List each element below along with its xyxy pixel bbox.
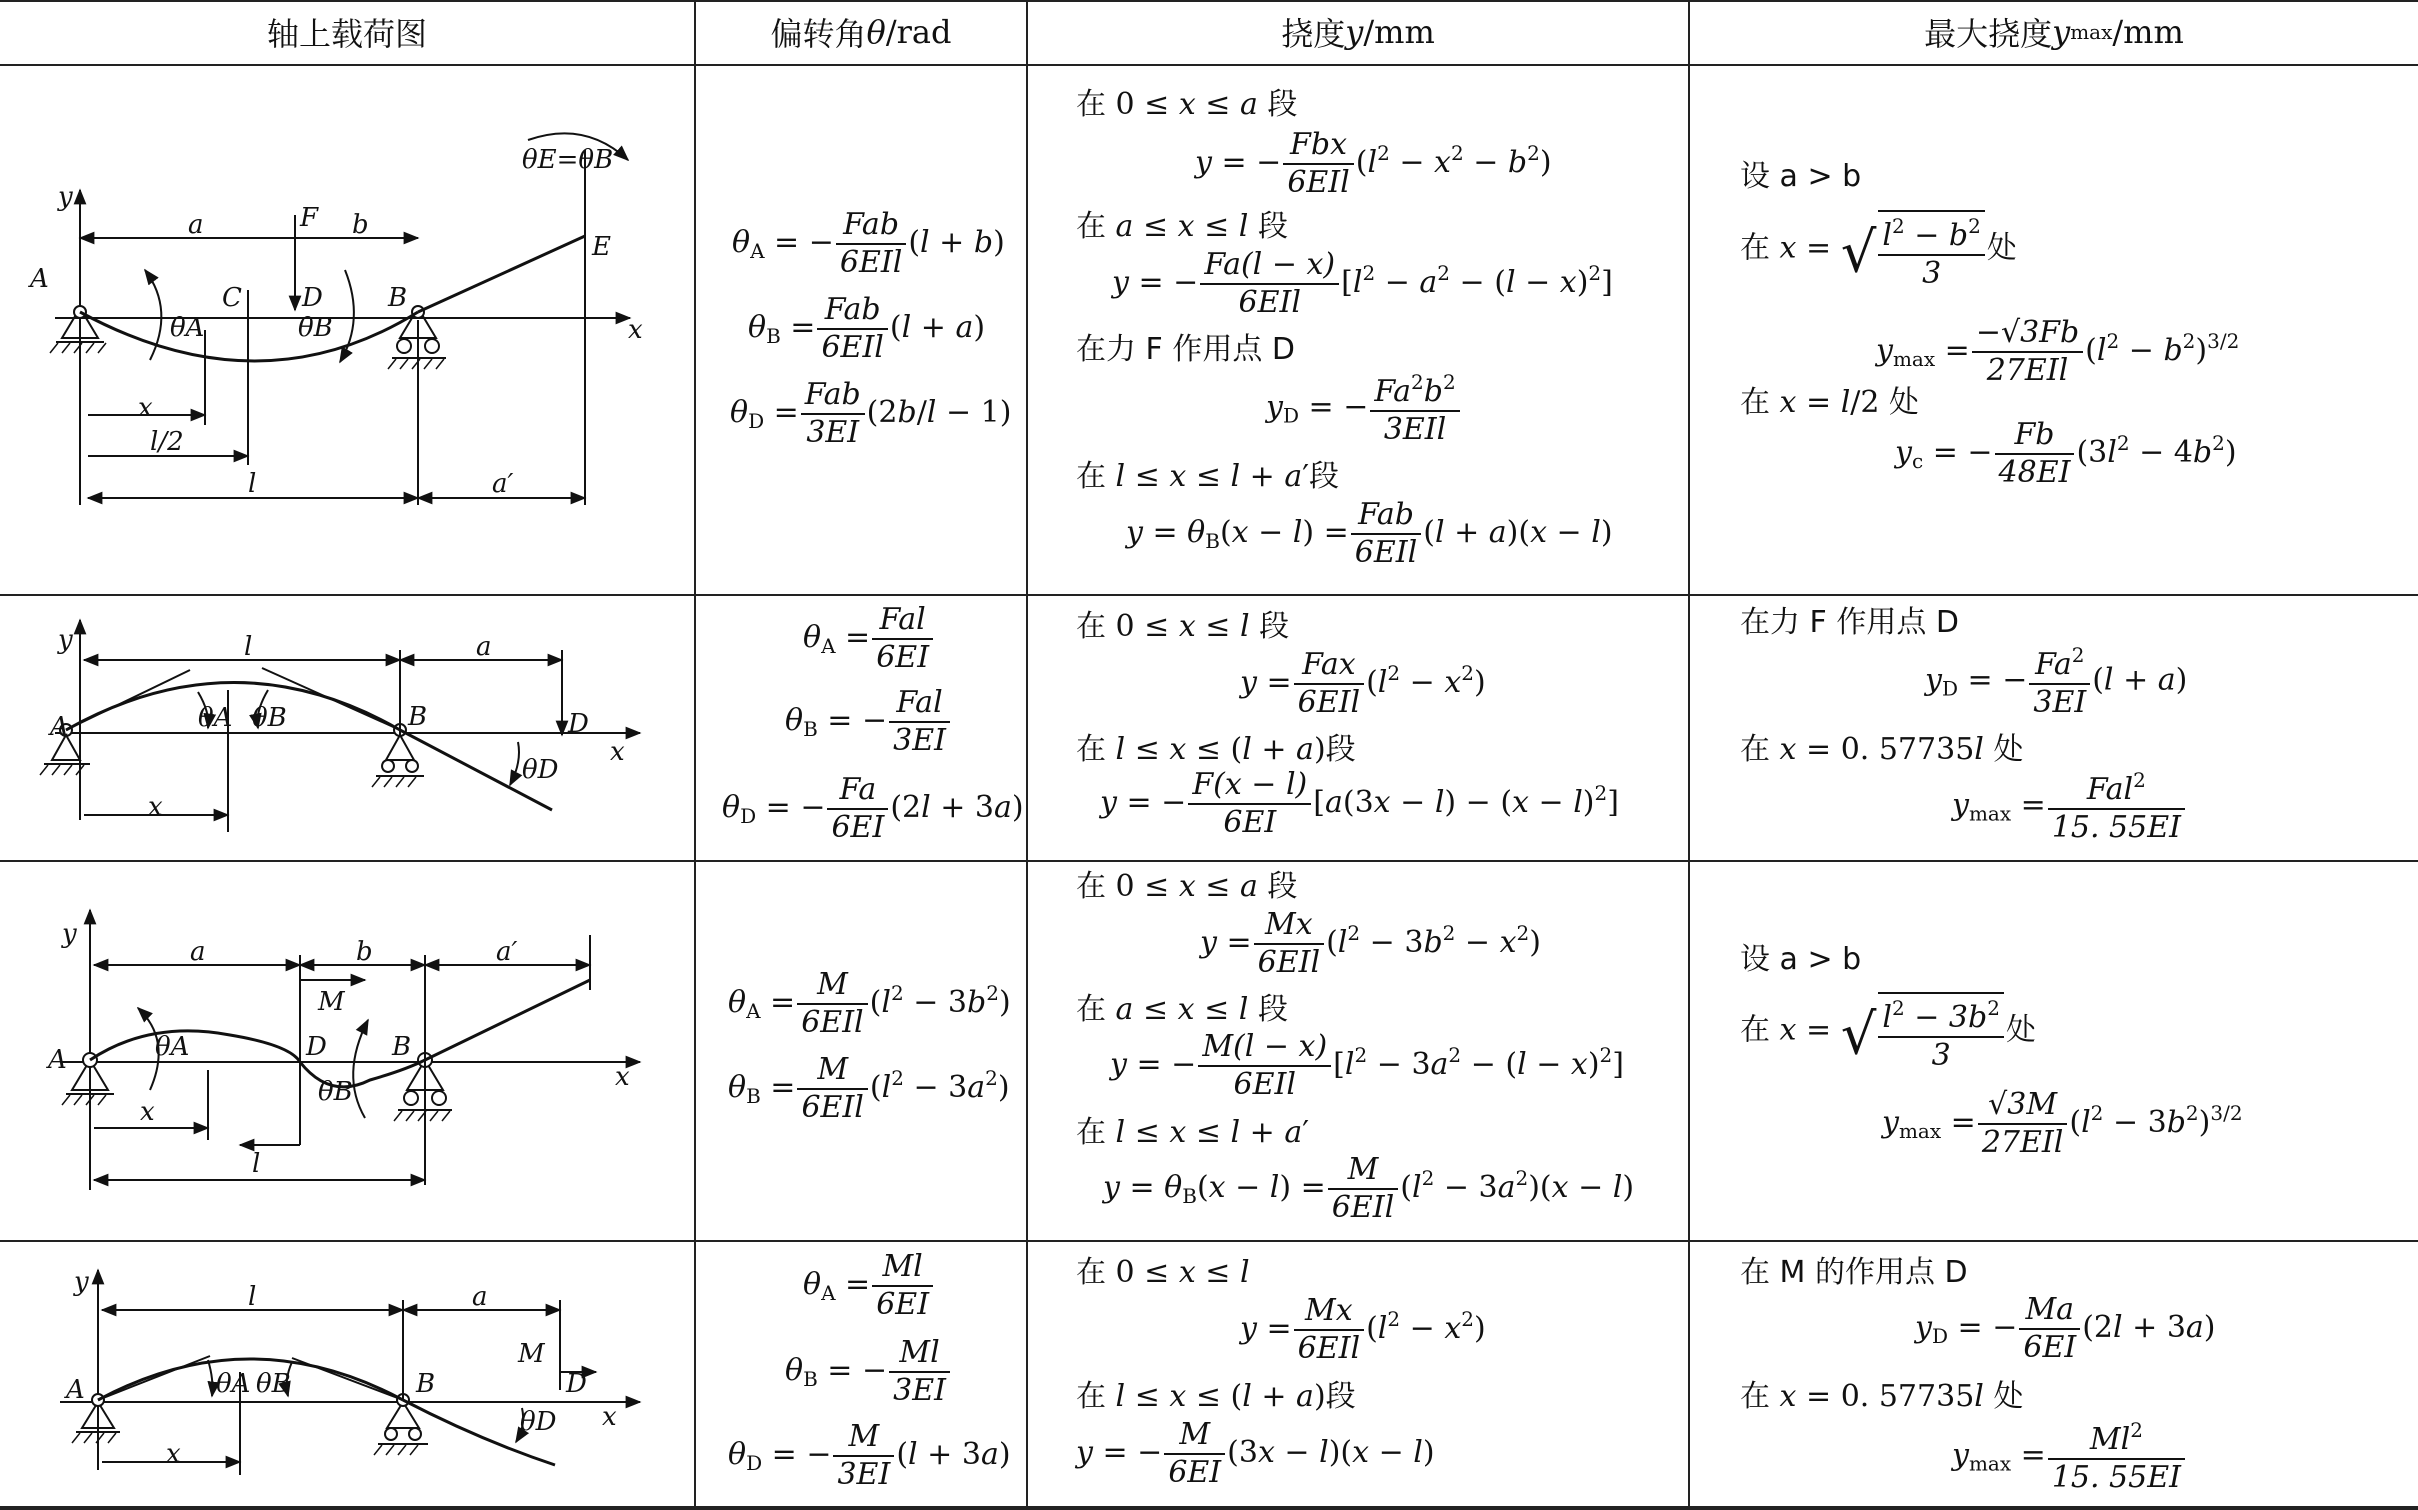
svg-text:θD: θD bbox=[522, 755, 559, 785]
label-E: E bbox=[592, 232, 611, 262]
svg-text:θA: θA bbox=[216, 1369, 251, 1399]
col-rule-1 bbox=[694, 0, 696, 1510]
diagram-row3 bbox=[60, 910, 640, 1190]
svg-text:l: l bbox=[248, 1282, 257, 1312]
svg-text:l: l bbox=[252, 1149, 261, 1179]
svg-text:a′: a′ bbox=[496, 937, 518, 967]
svg-text:x: x bbox=[148, 792, 163, 822]
load-diagrams bbox=[0, 0, 694, 1510]
diagram-row4 bbox=[60, 1270, 640, 1475]
label-y: y bbox=[58, 182, 73, 212]
label-D: D bbox=[302, 283, 323, 313]
svg-text:θB: θB bbox=[256, 1369, 291, 1399]
label-thetaB: θB bbox=[298, 313, 333, 343]
label-l2: l/2 bbox=[150, 427, 184, 457]
svg-text:A: A bbox=[48, 1045, 67, 1075]
diagram-row1 bbox=[55, 133, 630, 505]
svg-text:B: B bbox=[392, 1032, 412, 1062]
svg-text:A: A bbox=[50, 712, 69, 742]
label-A: A bbox=[30, 264, 49, 294]
label-a-prime: a′ bbox=[492, 469, 514, 499]
label-x: x bbox=[628, 315, 643, 345]
svg-text:l: l bbox=[244, 632, 253, 662]
label-thetaA: θA bbox=[170, 313, 205, 343]
label-thetaE: θE=θB bbox=[522, 145, 614, 175]
svg-text:D: D bbox=[566, 1369, 587, 1399]
label-B: B bbox=[388, 283, 408, 313]
diagram-row2 bbox=[44, 620, 640, 832]
svg-text:a: a bbox=[476, 632, 492, 662]
svg-text:M: M bbox=[518, 1339, 545, 1369]
svg-text:D: D bbox=[568, 709, 589, 739]
svg-text:M: M bbox=[318, 987, 345, 1017]
svg-text:b: b bbox=[356, 937, 373, 967]
svg-text:θA: θA bbox=[198, 703, 233, 733]
label-a: a bbox=[188, 210, 204, 240]
label-l: l bbox=[248, 469, 257, 499]
label-x-dim: x bbox=[138, 393, 153, 423]
svg-text:y: y bbox=[62, 919, 77, 949]
svg-text:x: x bbox=[602, 1402, 617, 1432]
svg-text:D: D bbox=[306, 1032, 327, 1062]
header-load-diagram: 轴上载荷图 bbox=[266, 15, 427, 53]
svg-text:a: a bbox=[472, 1282, 488, 1312]
label-C: C bbox=[222, 283, 242, 313]
svg-text:a: a bbox=[190, 937, 206, 967]
svg-text:x: x bbox=[140, 1097, 155, 1127]
svg-text:y: y bbox=[74, 1267, 89, 1297]
svg-text:B: B bbox=[416, 1369, 436, 1399]
label-b: b bbox=[352, 210, 369, 240]
col-rule-2 bbox=[1026, 0, 1028, 1510]
svg-text:x: x bbox=[610, 737, 625, 767]
header-max-deflection: 最大挠度 y max /mm bbox=[1924, 13, 2184, 53]
svg-text:A: A bbox=[66, 1375, 85, 1405]
svg-text:θD: θD bbox=[520, 1407, 557, 1437]
svg-text:x: x bbox=[166, 1439, 181, 1469]
svg-text:y: y bbox=[58, 625, 73, 655]
header-deflection: 挠度 y /mm bbox=[1281, 13, 1435, 53]
col-rule-3 bbox=[1688, 0, 1690, 1510]
svg-text:θB: θB bbox=[318, 1077, 353, 1107]
svg-text:B: B bbox=[408, 702, 428, 732]
svg-text:x: x bbox=[615, 1062, 630, 1092]
header-slope: 偏转角 θ /rad bbox=[770, 13, 952, 53]
svg-text:θA: θA bbox=[155, 1032, 190, 1062]
label-F: F bbox=[300, 203, 319, 233]
svg-text:θB: θB bbox=[252, 703, 287, 733]
deflection-table: 轴上载荷图 偏转角 θ /rad 挠度 y /mm 最大挠度 y max /mm y A C D F B E x a b x l/2 l a′ θA θB θE=θB y A B D x l a x θA θB θD y A D B x a b a′ M x l θA θB y A B M D x l a x θA θB θD $\theta_A$ = − Fab 6EIl (l + b) $\theta_B$ = Fab 6EIl (l + a) $\theta_D$ = Fab 3EI (2b/l − 1) 在 0 ≤ x ≤ a 段 y = − Fbx 6EIl $(l^2 - x^2 - b^2)$ 在 a ≤ x ≤ l 段 y = − Fa(l − x) 6EIl $[l^2 - a^2 - (l - x)^2]$ 在力 F 作用点 D $y_D$ = − $Fa^2b^2$ 3EIl 在 l ≤ x ≤ l + a′段 $y = \theta_B(x - l)$ = Fab 6EIl (l + a)(x − l) 设 a > b 在 x = √ $\frac{l^2 - b^2}{3}$ 处 $y_{max}$ = −√3Fb 27EIl $(l^2 - b^2)^{3/2}$ 在 x = l/2 处 $y_c$ = − $\frac{Fb}{48EI}$ $(3l^2 - 4b^2)$ $\theta_A$ = Fal 6EI $\theta_B$ = − Fal 3EI $\theta_D$ = − $\frac{Fa}{6EI}$ (2l + 3a) 在 0 ≤ x ≤ l 段 y = Fax 6EIl $(l^2 - x^2)$ 在 l ≤ x ≤ (l + a)段 y = − $\frac{F(x - l)}{6EI}$ $[a(3x - l) - (x - l)^2]$ 在力 F 作用点 D $y_D$ = − $\frac{Fa^2}{3EI}$ (l + a) 在 x = 0. 57735l 处 $y_{max}$ = Fal$^2$ 15. 55EI $\theta_A$ = M 6EIl $(l^2 - 3b^2)$ $\theta_B$ = M 6EIl $(l^2 - 3a^2)$ 在 0 ≤ x ≤ a 段 y = Mx 6EIl $(l^2 - 3b^2 - x^2)$ 在 a ≤ x ≤ l 段 y = − M(l − x) 6EIl $[l^2 - 3a^2 - (l - x)^2]$ 在 l ≤ x ≤ l + a′ $y = \theta_B(x - l)$ = M 6EIl $(l^2 - 3a^2)(x - l)$ 设 a > b 在 x = √ $\frac{l^2 - 3b^2}{3}$ 处 $y_{max}$ = √3M 27EIl $(l^2 - 3b^2)^{3/2}$ $\theta_A$ = $\frac{Ml}{6EI}$ $\theta_B$ = − $\frac{Ml}{3EI}$ $\theta_D$ = − $\frac{M}{3EI}$ (l + 3a) 在 0 ≤ x ≤ l y = Mx 6EIl $(l^2 - x^2)$ 在 l ≤ x ≤ (l + a)段 y = − $\frac{M}{6EI}$ (3x − l)(x − l) 在 M 的作用点 D $y_D$ = − $\frac{Ma}{6EI}$ (2l + 3a) 在 x = 0. 57735l 处 $y_{max}$ = $\frac{Ml^2}{15. 55EI}$ bbox=[0, 0, 2418, 1510]
